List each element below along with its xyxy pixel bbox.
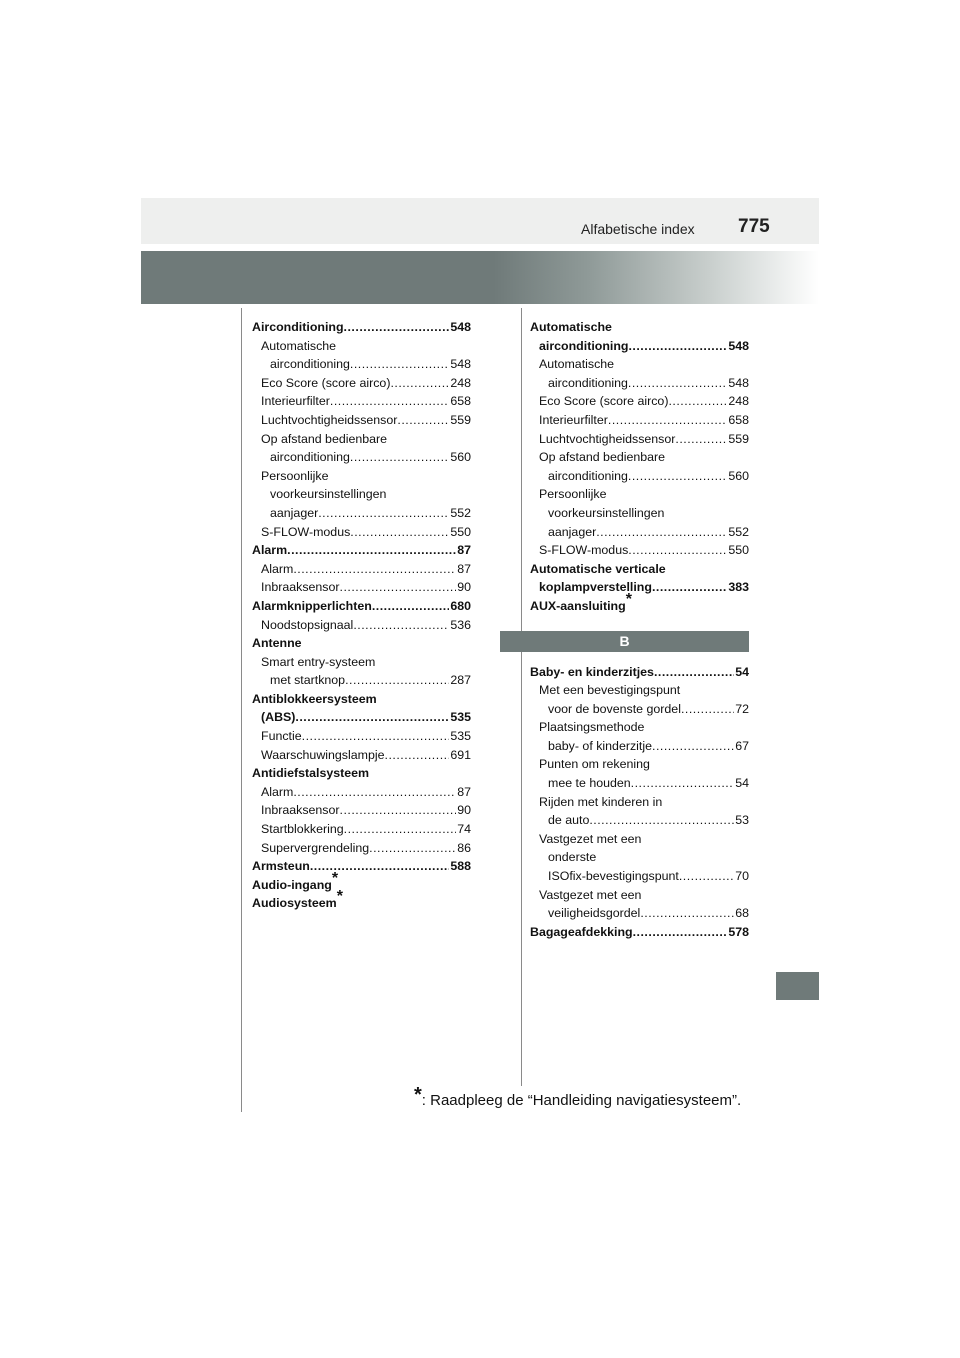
index-entry — [252, 578, 471, 597]
index-entry — [252, 801, 471, 820]
dot-leader — [652, 737, 734, 756]
header-bar — [141, 198, 819, 244]
dot-leader — [675, 430, 727, 449]
index-entry-page: 548 — [450, 320, 471, 334]
index-entry-page: 535 — [450, 710, 471, 725]
dot-leader — [310, 857, 449, 876]
dot-leader — [628, 374, 727, 393]
index-entry-page: 658 — [450, 394, 471, 409]
index-subheading: Punten om rekening — [539, 757, 650, 772]
dot-leader — [385, 746, 450, 765]
index-subheading: Vastgezet met een — [539, 831, 642, 846]
index-entry-page: 658 — [728, 412, 749, 427]
dot-leader — [668, 392, 727, 411]
index-subheading: onderste — [548, 850, 597, 865]
index-entry-page: 560 — [728, 468, 749, 483]
dot-leader — [318, 504, 449, 523]
index-entry-reference — [252, 869, 471, 895]
index-entry-label: Eco Score (score airco) — [261, 375, 391, 390]
index-entry — [252, 392, 471, 411]
index-entry-label: airconditioning — [548, 375, 628, 390]
index-entry-label: Functie — [261, 729, 302, 744]
index-entry-page: 86 — [457, 840, 471, 855]
index-entry-label: Interieurfilter — [539, 412, 608, 427]
index-subheading: Met een bevestigingspunt — [539, 683, 681, 698]
index-subheading: Antenne — [252, 636, 302, 651]
index-entry-page: 54 — [735, 776, 749, 791]
dot-leader — [628, 467, 727, 486]
index-entry — [530, 904, 749, 923]
dot-leader — [330, 392, 449, 411]
dot-leader — [302, 727, 450, 746]
index-entry — [252, 448, 471, 467]
index-entry — [252, 355, 471, 374]
dot-leader — [344, 318, 450, 337]
index-entry — [252, 374, 471, 393]
dot-leader — [397, 411, 449, 430]
index-entry-label: Alarm — [261, 784, 294, 799]
index-entry-page: 87 — [457, 561, 471, 576]
index-entry-label: Luchtvochtigheidssensor — [539, 431, 676, 446]
index-entry — [530, 700, 749, 719]
dot-leader — [353, 616, 449, 635]
index-entry-page: 67 — [735, 738, 749, 753]
index-entry-page: 248 — [450, 375, 471, 390]
index-entry — [530, 867, 749, 886]
column-rule-middle — [521, 308, 522, 1086]
index-entry-label: S-FLOW-modus — [261, 524, 351, 539]
index-entry-label: veiligheidsgordel — [548, 906, 641, 921]
dot-leader — [640, 904, 734, 923]
index-subheading: Plaatsingsmethode — [539, 720, 645, 735]
dot-leader — [372, 597, 450, 616]
index-entry-page: 383 — [728, 580, 749, 595]
footnote — [414, 1084, 742, 1109]
index-entry-page: 548 — [450, 357, 471, 372]
index-entry-page: 552 — [450, 505, 471, 520]
index-entry-page: 550 — [728, 543, 749, 558]
section-heading-b: B — [500, 631, 749, 652]
asterisk-mark: * — [625, 590, 632, 608]
index-subheading: Persoonlijke — [539, 487, 607, 502]
index-entry-page: 70 — [735, 869, 749, 884]
footnote-text: : Raadpleeg de “Handleiding navigatiesysteem”. — [421, 1092, 742, 1109]
dot-leader — [344, 820, 457, 839]
asterisk-mark: * — [331, 869, 339, 887]
index-subheading: Op afstand bedienbare — [261, 431, 388, 446]
dot-leader — [369, 839, 456, 858]
index-subheading: Automatische verticale — [530, 561, 666, 576]
index-entry-page: 560 — [450, 450, 471, 465]
dot-leader — [350, 355, 449, 374]
index-entry — [252, 708, 471, 727]
index-entry-page: 535 — [450, 729, 471, 744]
index-entry-page: 87 — [457, 543, 471, 558]
dot-leader — [390, 374, 449, 393]
index-entry-label: Eco Score (score airco) — [539, 394, 669, 409]
index-entry-label: aanjager — [548, 524, 597, 539]
page-title: Alfabetische index — [581, 221, 695, 237]
index-subheading: Antiblokkeersysteem — [252, 691, 377, 706]
index-entry — [530, 578, 749, 597]
index-entry-page: 559 — [728, 431, 749, 446]
index-entry — [530, 337, 749, 356]
index-entry-page: 72 — [735, 701, 749, 716]
index-entry — [530, 430, 749, 449]
index-entry-page: 548 — [728, 375, 749, 390]
index-entry — [252, 597, 471, 616]
dot-leader — [608, 411, 727, 430]
footnote-mark: * — [414, 1084, 422, 1106]
index-entry-label: Noodstopsignaal — [261, 617, 354, 632]
index-entry — [530, 467, 749, 486]
index-entry-page: 536 — [450, 617, 471, 632]
index-entry-label: voor de bovenste gordel — [548, 701, 681, 716]
index-entry — [530, 737, 749, 756]
index-subheading: Vastgezet met een — [539, 887, 642, 902]
index-entry-label: Alarm — [252, 543, 288, 558]
index-entry — [252, 504, 471, 523]
dot-leader — [350, 448, 449, 467]
dot-leader — [679, 867, 734, 886]
index-entry — [530, 411, 749, 430]
index-entry-label: AUX-aansluiting — [530, 598, 626, 613]
index-entry-label: airconditioning — [539, 338, 629, 353]
dot-leader — [631, 774, 735, 793]
index-entry-page: 54 — [735, 664, 749, 679]
index-entry-page: 559 — [450, 412, 471, 427]
index-column-right-top — [530, 318, 749, 616]
index-entry-label: airconditioning — [270, 357, 350, 372]
index-entry-label: Luchtvochtigheidssensor — [261, 412, 398, 427]
index-entry — [252, 541, 471, 560]
index-entry-page: 578 — [728, 924, 749, 939]
index-entry-label: Bagageafdekking — [530, 924, 633, 939]
index-entry-label: koplampverstelling — [539, 580, 652, 595]
index-subheading: Automatische — [539, 357, 615, 372]
index-subheading: voorkeursinstellingen — [270, 487, 387, 502]
index-entry-label: baby- of kinderzitje — [548, 738, 652, 753]
index-entry-label: mee te houden — [548, 776, 631, 791]
dot-leader — [633, 923, 728, 942]
index-entry-page: 87 — [457, 784, 471, 799]
index-subheading: Automatische — [530, 320, 612, 334]
index-entry-label: ISOfix-bevestigingspunt — [548, 869, 679, 884]
index-entry-label: Inbraaksensor — [261, 803, 340, 818]
index-subheading: Rijden met kinderen in — [539, 794, 663, 809]
index-entry-reference — [530, 590, 749, 616]
index-entry — [252, 411, 471, 430]
index-entry-page: 552 — [728, 524, 749, 539]
dot-leader — [293, 560, 456, 579]
index-entry-label: Interieurfilter — [261, 394, 330, 409]
dot-leader — [340, 801, 457, 820]
column-rule-left — [241, 308, 242, 1112]
index-entry — [530, 663, 749, 682]
index-entry — [252, 671, 471, 690]
index-entry-page: 287 — [450, 673, 471, 688]
dot-leader — [340, 578, 457, 597]
index-entry — [252, 746, 471, 765]
index-entry-page: 90 — [457, 580, 471, 595]
index-entry-label: (ABS) — [261, 710, 296, 725]
index-entry-label: Armsteun — [252, 859, 310, 874]
dot-leader — [652, 578, 727, 597]
index-entry — [252, 318, 471, 337]
index-entry-label: Alarmknipperlichten — [252, 598, 372, 613]
index-entry — [252, 783, 471, 802]
index-entry-label: Supervergrendeling — [261, 840, 370, 855]
page-number: 775 — [738, 216, 770, 237]
index-entry-label: aanjager — [270, 505, 319, 520]
index-entry-label: Audiosysteem — [252, 896, 337, 911]
index-entry — [252, 727, 471, 746]
index-entry-page: 548 — [728, 338, 749, 353]
index-entry-label: Waarschuwingslampje — [261, 747, 385, 762]
index-entry-label: Startblokkering — [261, 822, 344, 837]
index-entry — [252, 820, 471, 839]
decorative-band — [141, 251, 819, 304]
index-entry — [530, 374, 749, 393]
index-entry-page: 74 — [457, 822, 471, 837]
index-entry-page: 588 — [450, 859, 471, 874]
index-column-right — [530, 318, 749, 941]
index-entry — [530, 774, 749, 793]
dot-leader — [350, 523, 449, 542]
index-entry-page: 680 — [450, 598, 471, 613]
chapter-tab — [776, 972, 819, 1000]
index-entry-label: airconditioning — [270, 450, 350, 465]
index-subheading: voorkeursinstellingen — [548, 505, 665, 520]
index-entry — [530, 923, 749, 942]
index-entry-page: 68 — [735, 906, 749, 921]
index-entry-label: Inbraaksensor — [261, 580, 340, 595]
index-entry-label: S-FLOW-modus — [539, 543, 629, 558]
dot-leader — [287, 541, 456, 560]
dot-leader — [345, 671, 449, 690]
dot-leader — [681, 700, 734, 719]
index-entry — [252, 857, 471, 876]
index-entry-label: Airconditioning — [252, 320, 344, 334]
dot-leader — [589, 811, 734, 830]
index-entry-page: 691 — [450, 747, 471, 762]
dot-leader — [295, 708, 449, 727]
dot-leader — [628, 337, 727, 356]
index-entry-label: met startknop — [270, 673, 346, 688]
index-entry-page: 550 — [450, 524, 471, 539]
dot-leader — [596, 523, 727, 542]
index-column-left — [252, 318, 471, 913]
index-entry-label: de auto — [548, 813, 590, 828]
index-entry — [530, 523, 749, 542]
index-subheading: Op afstand bedienbare — [539, 450, 666, 465]
index-entry — [530, 811, 749, 830]
index-entry-page: 90 — [457, 803, 471, 818]
index-entry-reference — [252, 888, 471, 913]
index-column-right-bottom — [530, 663, 749, 942]
index-subheading: Smart entry-systeem — [261, 654, 376, 669]
index-entry — [530, 541, 749, 560]
index-entry — [252, 616, 471, 635]
index-entry-page: 53 — [735, 813, 749, 828]
index-entry — [530, 392, 749, 411]
index-entry-label: airconditioning — [548, 468, 628, 483]
index-subheading: Automatische — [261, 338, 337, 353]
index-entry-page: 248 — [728, 394, 749, 409]
index-entry-label: Baby- en kinderzitjes — [530, 664, 654, 679]
index-entry — [252, 523, 471, 542]
dot-leader — [293, 783, 456, 802]
dot-leader — [628, 541, 727, 560]
index-entry-label: Alarm — [261, 561, 294, 576]
index-subheading: Persoonlijke — [261, 468, 329, 483]
index-entry — [252, 560, 471, 579]
index-entry — [252, 839, 471, 858]
dot-leader — [654, 663, 734, 682]
asterisk-mark: * — [336, 888, 343, 906]
index-entry-label: Audio-ingang — [252, 877, 332, 892]
index-subheading: Antidiefstalsysteem — [252, 766, 370, 781]
